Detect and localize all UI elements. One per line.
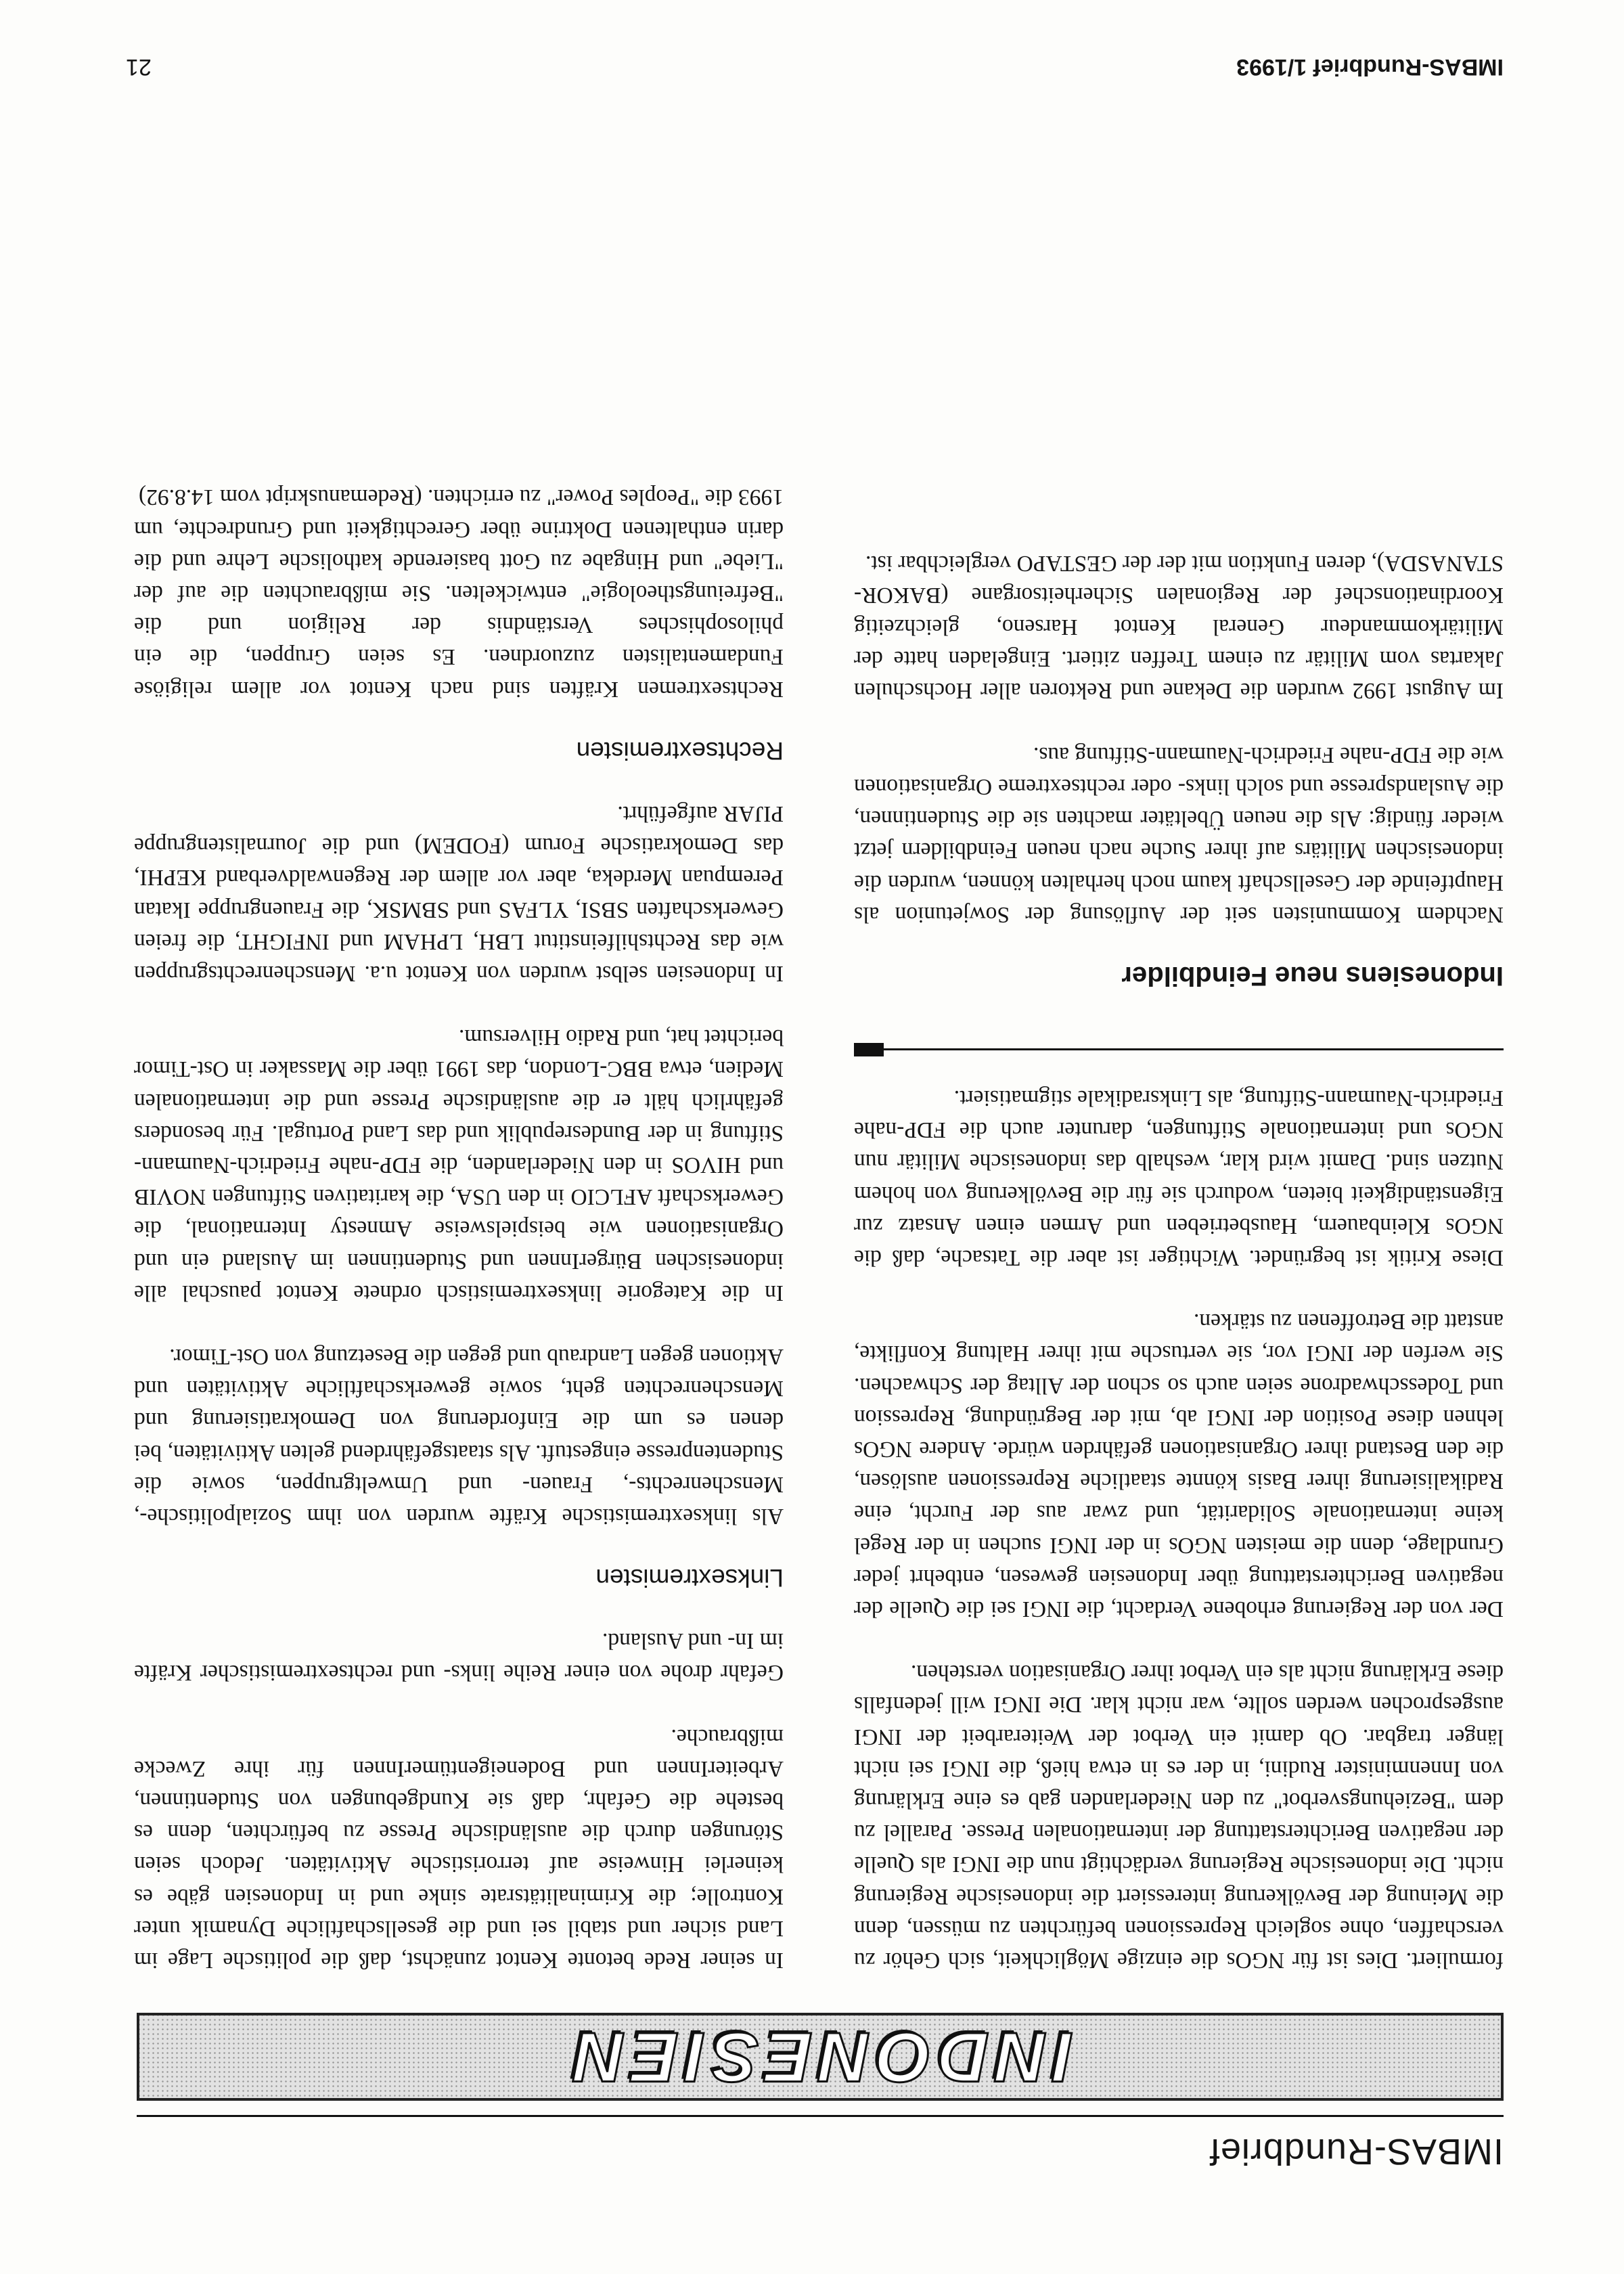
paragraph: In Indonesien selbst wurden von Kentot u.a. Menschenrechtsgruppen wie das Rechtshilfeinstitut LBH, LPHAM und INFIGHT, die freien Gewerkschaften SBSI, YLFAS und SBMSK, die Frauengruppe Ikatan Perempuan Merdeka, aber vor allem der Regenwaldverband KEPHI, das Demokratische Forum (FODEM) und die Journalistengruppe PIJAR aufgeführt. bbox=[134, 801, 784, 986]
section-heading: Indonesiens neue Feindbilder bbox=[1121, 960, 1504, 991]
paragraph: In die Kategorie linksextremistisch ordnete Kentot pauschal alle indonesischen BürgerInnen und Studentinnen im Ausland ein und Organisationen wie beispielsweise Amnesty International, die Gewerkschaft AFLCIO in den USA, die karitativen Stiftungen NOVIB und HIVOS in den Niederlanden, die FDP-nahe Friedrich-Naumann-Stiftung in der Bundesrepublik und das Land Portugal. Für besonders gefährlich hält er die ausländische Presse und die internationalen Medien, etwa BBC-London, das 1991 über die Massaker in Ost-Timor berichtet hat, und Radio Hilversum. bbox=[134, 1025, 784, 1306]
left-column bbox=[854, 515, 1504, 1976]
paragraph: Im August 1992 wurden die Dekane und Rektoren aller Hochschulen Jakartas vom Militär zu einem Treffen zitiert. Eingeladen hatte der Militärkommandeur General Kentot Harseno, gleichzeitig Koordinationschef der Regionalen Sicherheitsorgane (BAKOR-STANASDA), deren Funktion mit der der GESTAPO vergleichbar ist. bbox=[854, 550, 1504, 704]
paragraph: Nachdem Kommunisten seit der Auflösung der Sowjetunion als Hauptfeinde der Gesellschaft kaum noch herhalten können, wurden die indonesischen Militärs auf ihrer Suche nach neuen Feindbildern jetzt wieder fündig: Als die neuen Übeltäter machten sie die Studentinnen, die Auslandspresse und solch links- oder rechtsextreme Organisationen wie die FDP-nahe Friedrich-Naumann-Stiftung aus. bbox=[854, 742, 1504, 927]
paragraph: Gefahr drohe von einer Reihe links- und rechtsextremistischer Kräfte im In- und Ausland. bbox=[134, 1628, 784, 1686]
page-number: 21 bbox=[126, 54, 152, 80]
subheading-rechtsextremisten: Rechtsextremisten bbox=[576, 736, 784, 765]
section-divider bbox=[854, 1048, 1504, 1050]
paragraph: Rechtsextremen Kräften sind nach Kentot vor allem religiöse Fundamentalisten zuzuordnen. Es seien Gruppen, die ein philosophisches Verständnis der Religion und die "Befreiungstheologie" entwickelten. Sie mißbrauchten die auf der "Liebe" und Hingabe zu Gott basierende katholische Lehre und die darin enthaltenen Doktrine über Gerechtigkeit und Grundrechte, um 1993 die "Peoples Power" zu errichten. (Redemanuskript vom 14.8.92) bbox=[134, 485, 784, 702]
paragraph: formuliert. Dies ist für NGOs die einzige Möglichkeit, sich Gehör zu verschaffen, ohne sogleich Repressionen befürchten zu müssen, denn die Meinung der Bevölkerung interessiert die indonesische Regierung nicht. Die indonesische Regierung verdächtigt nun die INGI als Quelle der negativen Berichterstattung der internationalen Presse. Parallel zu dem "Beziehungsverbot" zu den Niederlanden gab es eine Erklärung von Innenminister Rudini, in der es in etwa hieß, die INGI sei nicht länger tragbar. Ob damit ein Verbot der Weiterarbeit der INGI ausgesprochen werden sollte, war nicht klar. Die INGI will jedenfalls diese Erklärung nicht als ein Verbot ihrer Organisation verstehen. bbox=[854, 1660, 1504, 1973]
paragraph: Diese Kritik ist begründet. Wichtiger ist aber die Tatsache, daß die NGOs Kleinbauern, Hausbetrieben und Armen einen Ansatz zur Eigenständigkeit bieten, wodurch sie für die Bevölkerung von hohem Nutzen sind. Damit wird klar, weshalb das indonesische Militär nun NGOs und internationale Stiftungen, darunter auch die FDP-nahe Friedrich-Naumann-Stiftung, als Linksradikale stigmatisiert. bbox=[854, 1085, 1504, 1270]
masthead: IMBAS-Rundbrief bbox=[1209, 2131, 1504, 2172]
paragraph: In seiner Rede betonte Kentot zunächst, daß die politische Lage im Land sicher und stabil sei und die gesellschaftliche Dynamik unter Kontrolle; die Kriminalitätsrate sinke und in Indonesien gäbe es keinerlei Hinweise auf terroristische Aktivitäten. Jedoch seien Störungen durch die ausländische Presse zu befürchten, denn es bestehe die Gefahr, daß sie Kundgebungen von Studentinnen, ArbeiterInnen und BodeneigentümerInnen für ihre Zwecke mißbrauche. bbox=[134, 1724, 784, 1973]
footer-issue: IMBAS-Rundbrief 1/1993 bbox=[1236, 54, 1504, 80]
section-banner bbox=[137, 2013, 1504, 2101]
paragraph: Als linksextremistische Kräfte wurden von ihm Sozialpolitische-, Menschenrechts-, Frauen- und Umweltgruppen, sowie die Studentenpresse eingestuft. Als staatsgefährdend gelten Aktivitäten, bei denen es um die Einforderung von Demokratisierung und Menschenrechten geht, sowie gewerkschaftliche Aktivitäten und Aktionen gegen Landraub und gegen die Besetzung von Ost-Timor. bbox=[134, 1343, 784, 1529]
right-column bbox=[134, 449, 784, 1976]
subheading-linksextremisten: Linksextremisten bbox=[595, 1563, 784, 1592]
banner-title: INDONESIEN bbox=[567, 2017, 1073, 2097]
header-rule bbox=[137, 2115, 1504, 2117]
divider-marker bbox=[854, 1043, 884, 1056]
paragraph: Der von der Regierung erhobene Verdacht, die INGI sei die Quelle der negativen Berichterstattung über Indonesien gewesen, entbehrt jeder Grundlage, denn die meisten NGOs in der INGI suchen in der Regel keine internationale Solidarität, und zwar aus der Furcht, eine Radikalisierung ihrer Basis könnte staatliche Repressionen auslösen, die den Bestand ihrer Organisationen gefährden würde. Andere NGOs lehnen diese Position der INGI ab, mit der Begründung, Repression und Todesschwadrone seien auch so schon der Alltag der Schwachen. Sie werfen der INGI vor, sie vertusche mit ihrer Haltung Konflikte, anstatt die Betroffenen zu stärken. bbox=[854, 1309, 1504, 1622]
